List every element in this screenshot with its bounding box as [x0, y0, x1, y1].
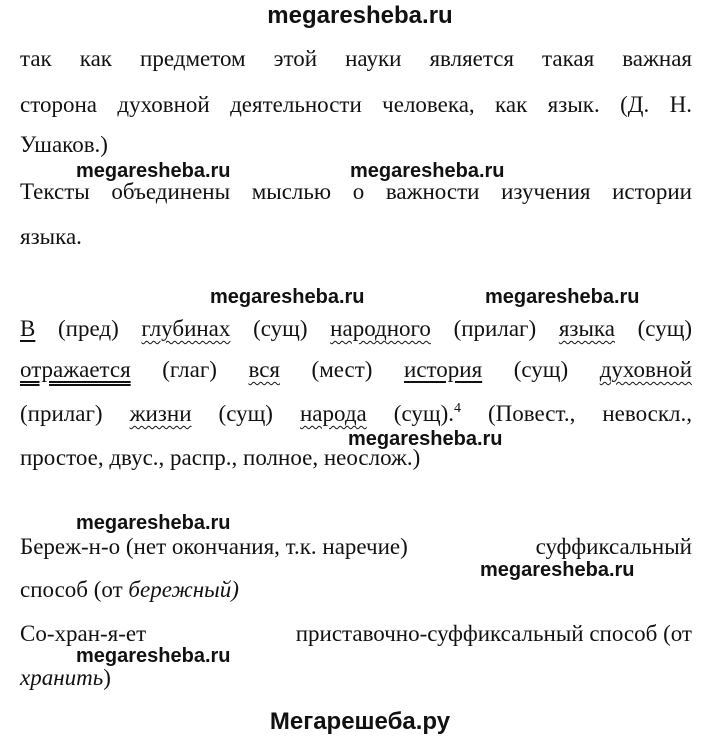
morph-line	[20, 620, 692, 648]
intro-line: Ушаков.)	[20, 132, 108, 157]
morph-text: )	[103, 665, 111, 690]
formation-method: суффиксальный	[535, 534, 692, 559]
watermark: megaresheba.ru	[210, 286, 365, 308]
predicate: отражается	[20, 357, 131, 382]
pos-tag: (прилаг)	[20, 401, 103, 426]
pos-tag: (сущ)	[253, 316, 308, 341]
morph-line	[20, 533, 692, 561]
pos-tag: (сущ)	[513, 357, 569, 382]
morph-line	[20, 576, 692, 604]
footnote-marker: 4	[453, 401, 461, 416]
word: глубинах	[141, 316, 231, 341]
word: жизни	[129, 401, 192, 426]
site-header: megaresheba.ru	[267, 2, 453, 29]
conclusion-line: языка.	[20, 224, 82, 249]
analysis-line-3	[20, 400, 692, 428]
word-analysis: Со-хран-я-ет	[20, 621, 147, 646]
sentence-characteristics: (Повест., невоскл.,	[488, 401, 693, 426]
word: языка	[558, 316, 615, 341]
watermark: megaresheba.ru	[76, 645, 231, 667]
watermark: megaresheba.ru	[76, 512, 231, 534]
analysis-line-2	[20, 356, 692, 384]
source-word: бережный)	[128, 577, 239, 602]
pos-tag: (мест)	[311, 357, 373, 382]
pos-tag: (глаг)	[162, 357, 217, 382]
pos-tag: (сущ)	[637, 316, 693, 341]
watermark: megaresheba.ru	[485, 286, 640, 308]
analysis-line-1	[20, 315, 692, 343]
watermark: megaresheba.ru	[76, 160, 231, 182]
conclusion-line: Тексты объединены мыслью о важности изучения истории	[20, 179, 692, 204]
intro-line: сторона духовной деятельности человека, как язык. (Д. Н.	[20, 92, 692, 117]
formation-method: приставочно-суффиксальный способ (от	[295, 621, 692, 646]
pos-tag: (пред)	[58, 316, 119, 341]
pos-tag: (прилаг)	[453, 316, 537, 341]
subject: история	[404, 357, 483, 382]
pos-tag: (сущ).	[393, 401, 454, 426]
morph-line	[20, 664, 692, 692]
word: духовной	[599, 357, 693, 382]
word: В	[20, 316, 36, 341]
source-word: хранить	[20, 665, 104, 690]
watermark: megaresheba.ru	[348, 428, 503, 450]
watermark: megaresheba.ru	[480, 559, 635, 581]
intro-line: так как предметом этой науки является такая важная	[20, 46, 692, 71]
word: народного	[330, 316, 431, 341]
word-analysis: Береж-н-о (нет окончания, т.к. наречие)	[20, 534, 408, 559]
word: вся	[248, 357, 280, 382]
word: народа	[300, 401, 367, 426]
sentence-characteristics: простое, двус., распр., полное, неослож.)	[20, 445, 421, 470]
watermark: megaresheba.ru	[350, 160, 505, 182]
morph-text: способ (от	[20, 577, 129, 602]
site-footer: Мегарешеба.ру	[269, 708, 451, 735]
pos-tag: (сущ)	[218, 401, 273, 426]
